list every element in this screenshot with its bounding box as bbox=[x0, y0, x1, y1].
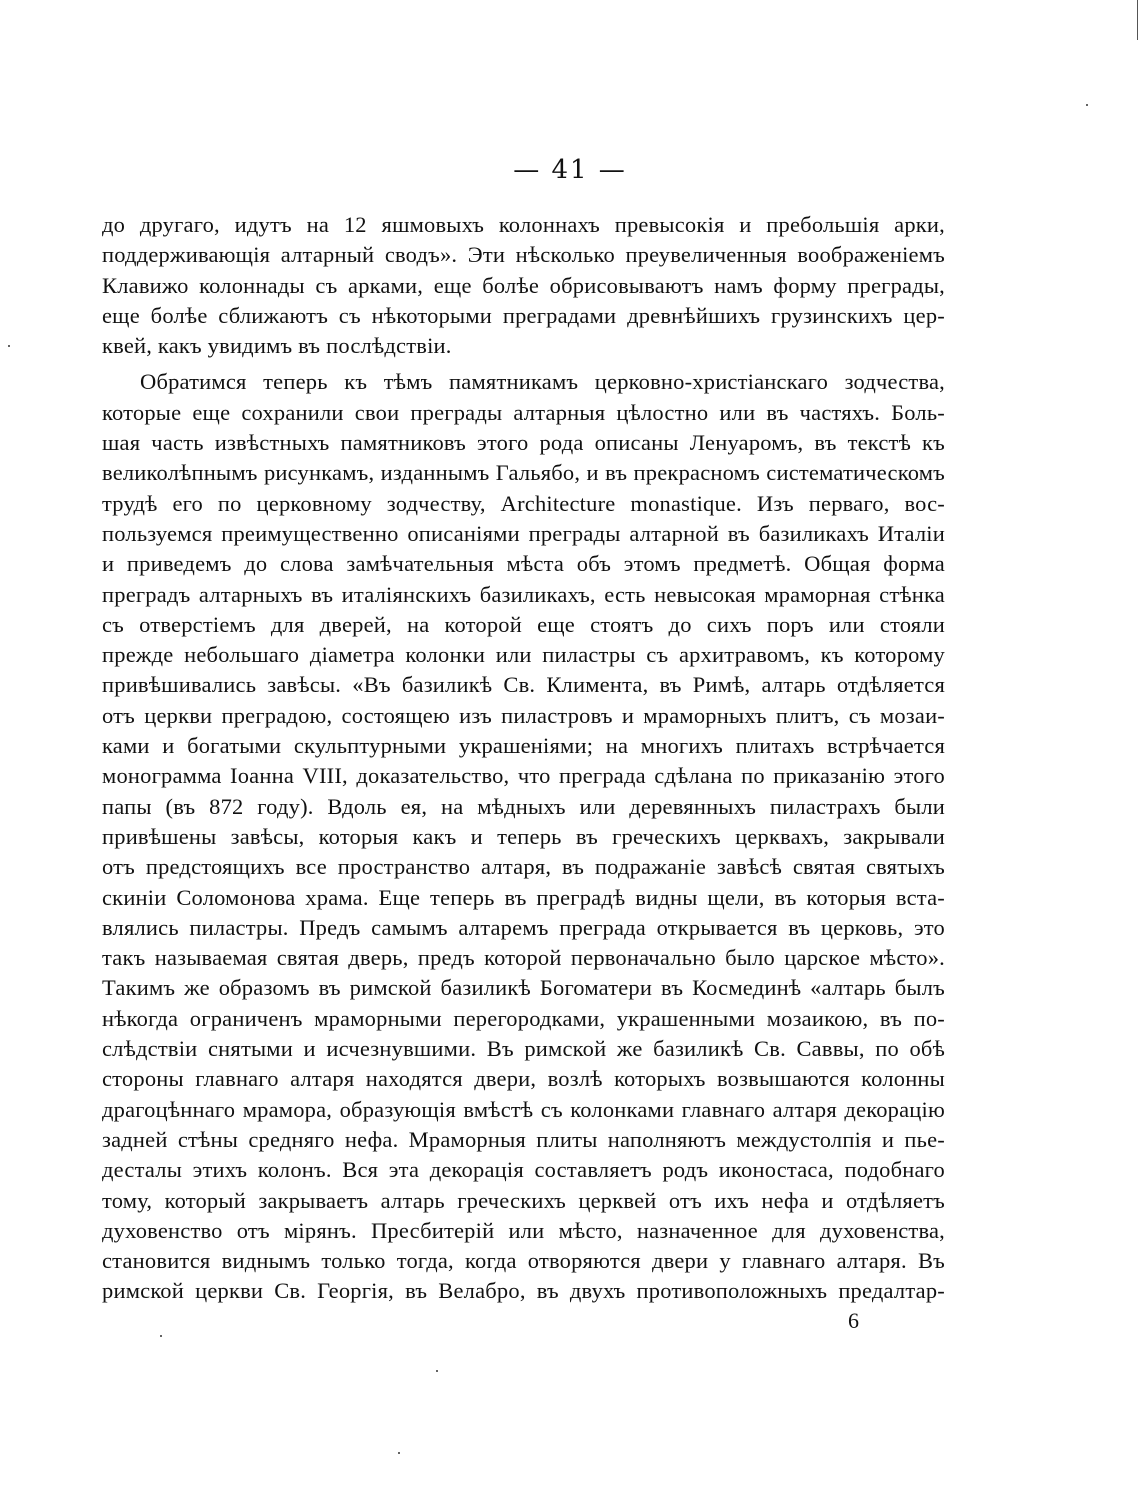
text-line: римской церкви Св. Георгія, въ Велабро, въ двухъ противоположныхъ предалтар- bbox=[102, 1278, 945, 1304]
text-line: до другаго, идутъ на 12 яшмовыхъ колоннахъ превысокія и пребольшія арки, bbox=[102, 212, 945, 237]
text-line: поддерживающія алтарный сводъ». Эти нѣсколько преувеличенныя воображеніемъ bbox=[102, 242, 945, 268]
text-line: стороны главнаго алтаря находятся двери, возлѣ которыхъ возвышаются колонны bbox=[102, 1066, 945, 1092]
text-line: становится виднымъ только тогда, когда отворяются двери у главнаго алтаря. Въ bbox=[102, 1248, 945, 1274]
text-line: привѣшены завѣсы, которыя какъ и теперь въ греческихъ церквахъ, закрывали bbox=[102, 823, 945, 849]
text-line: ками и богатыми скульптурными украшеніями; на многихъ плитахъ встрѣчается bbox=[102, 733, 945, 759]
text-line: преградъ алтарныхъ въ италіянскихъ базиликахъ, есть невысокая мраморная стѣнка bbox=[102, 581, 945, 607]
text-line: Клавижо колоннады съ арками, еще болѣе обрисовываютъ намъ форму преграды, bbox=[102, 272, 945, 298]
text-line: папы (въ 872 году). Вдоль ея, на мѣдныхъ или деревянныхъ пиластрахъ были bbox=[102, 793, 945, 819]
paragraph-2 bbox=[102, 367, 945, 1306]
page-number: — 41 — bbox=[513, 155, 627, 185]
text-line: пользуемся преимущественно описаніями преграды алтарной въ базиликахъ Италіи bbox=[102, 520, 945, 546]
text-line: квей, какъ увидимъ въ послѣдствіи. bbox=[102, 333, 452, 359]
text-line: Обратимся теперь къ тѣмъ памятникамъ церковно-христіанскаго зодчества, bbox=[140, 369, 945, 395]
text-line: и приведемъ до слова замѣчательныя мѣста объ этомъ предметѣ. Общая форма bbox=[102, 551, 945, 577]
text-line: монограмма Іоанна VIII, доказательство, что преграда сдѣлана по приказанію этого bbox=[102, 763, 945, 789]
text-line: десталы этихъ колонъ. Вся эта декорація составляетъ родъ иконостаса, подобнаго bbox=[102, 1157, 945, 1183]
text-line: великолѣпнымъ рисункамъ, изданнымъ Гальябо, и въ прекрасномъ систематическомъ bbox=[102, 460, 945, 486]
text-line: слѣдствіи снятыми и исчезнувшими. Въ римской же базиликѣ Св. Саввы, по обѣ bbox=[102, 1036, 945, 1062]
text-line: съ отверстіемъ для дверей, на которой еще стоятъ до сихъ поръ или стояли bbox=[102, 611, 945, 637]
text-line: скиніи Соломонова храма. Еще теперь въ преградѣ видны щели, въ которыя вста- bbox=[102, 884, 945, 910]
paragraph-1 bbox=[102, 210, 945, 361]
text-line: Такимъ же образомъ въ римской базиликѣ Богоматери въ Космединѣ «алтарь былъ bbox=[102, 975, 945, 1001]
body-text bbox=[102, 210, 945, 1307]
text-line: привѣшивались завѣсы. «Въ базиликѣ Св. Климента, въ Римѣ, алтарь отдѣляется bbox=[102, 672, 945, 698]
text-line: тому, который закрываетъ алтарь греческихъ церквей отъ ихъ нефа и отдѣляетъ bbox=[102, 1187, 945, 1213]
scan-speck bbox=[436, 1370, 438, 1372]
scan-edge-line bbox=[1137, 0, 1138, 40]
text-line: духовенство отъ мірянъ. Пресбитерій или мѣсто, назначенное для духовенства, bbox=[102, 1217, 945, 1243]
text-line: отъ предстоящихъ все пространство алтаря, въ подражаніе завѣсѣ святая святыхъ bbox=[102, 854, 945, 880]
scan-speck bbox=[160, 1335, 162, 1337]
text-line: задней стѣны средняго нефа. Мраморныя плиты наполняютъ междустолпія и пье- bbox=[102, 1126, 945, 1152]
text-line: которые еще сохранили свои преграды алтарныя цѣлостно или въ частяхъ. Боль- bbox=[102, 399, 945, 425]
text-line: прежде небольшаго діаметра колонки или пиластры съ архитравомъ, къ которому bbox=[102, 642, 945, 668]
text-line: еще болѣе сближаютъ съ нѣкоторыми преградами древнѣйшихъ грузинскихъ цер- bbox=[102, 302, 945, 328]
text-line: такъ называемая святая дверь, предъ которой первоначально было царское мѣсто». bbox=[102, 945, 945, 971]
signature-mark: 6 bbox=[848, 1308, 859, 1333]
text-line: отъ церкви преградою, состоящею изъ пиластровъ и мраморныхъ плитъ, съ мозаи- bbox=[102, 702, 945, 728]
scan-speck bbox=[8, 345, 10, 347]
text-line: нѣкогда ограниченъ мраморными перегородками, украшенными мозаикою, въ по- bbox=[102, 1005, 945, 1031]
scan-speck bbox=[398, 1452, 400, 1454]
scan-speck bbox=[1086, 104, 1088, 106]
text-line: шая часть извѣстныхъ памятниковъ этого рода описаны Ленуаромъ, въ текстѣ къ bbox=[102, 430, 945, 456]
text-line: трудѣ его по церковному зодчеству, Architecture monastique. Изъ перваго, вос- bbox=[102, 490, 945, 516]
text-line: влялись пиластры. Предъ самымъ алтаремъ преграда открывается въ церковь, это bbox=[102, 914, 945, 940]
text-line: драгоцѣннаго мрамора, образующія вмѣстѣ съ колонками главнаго алтаря декорацію bbox=[102, 1096, 945, 1122]
